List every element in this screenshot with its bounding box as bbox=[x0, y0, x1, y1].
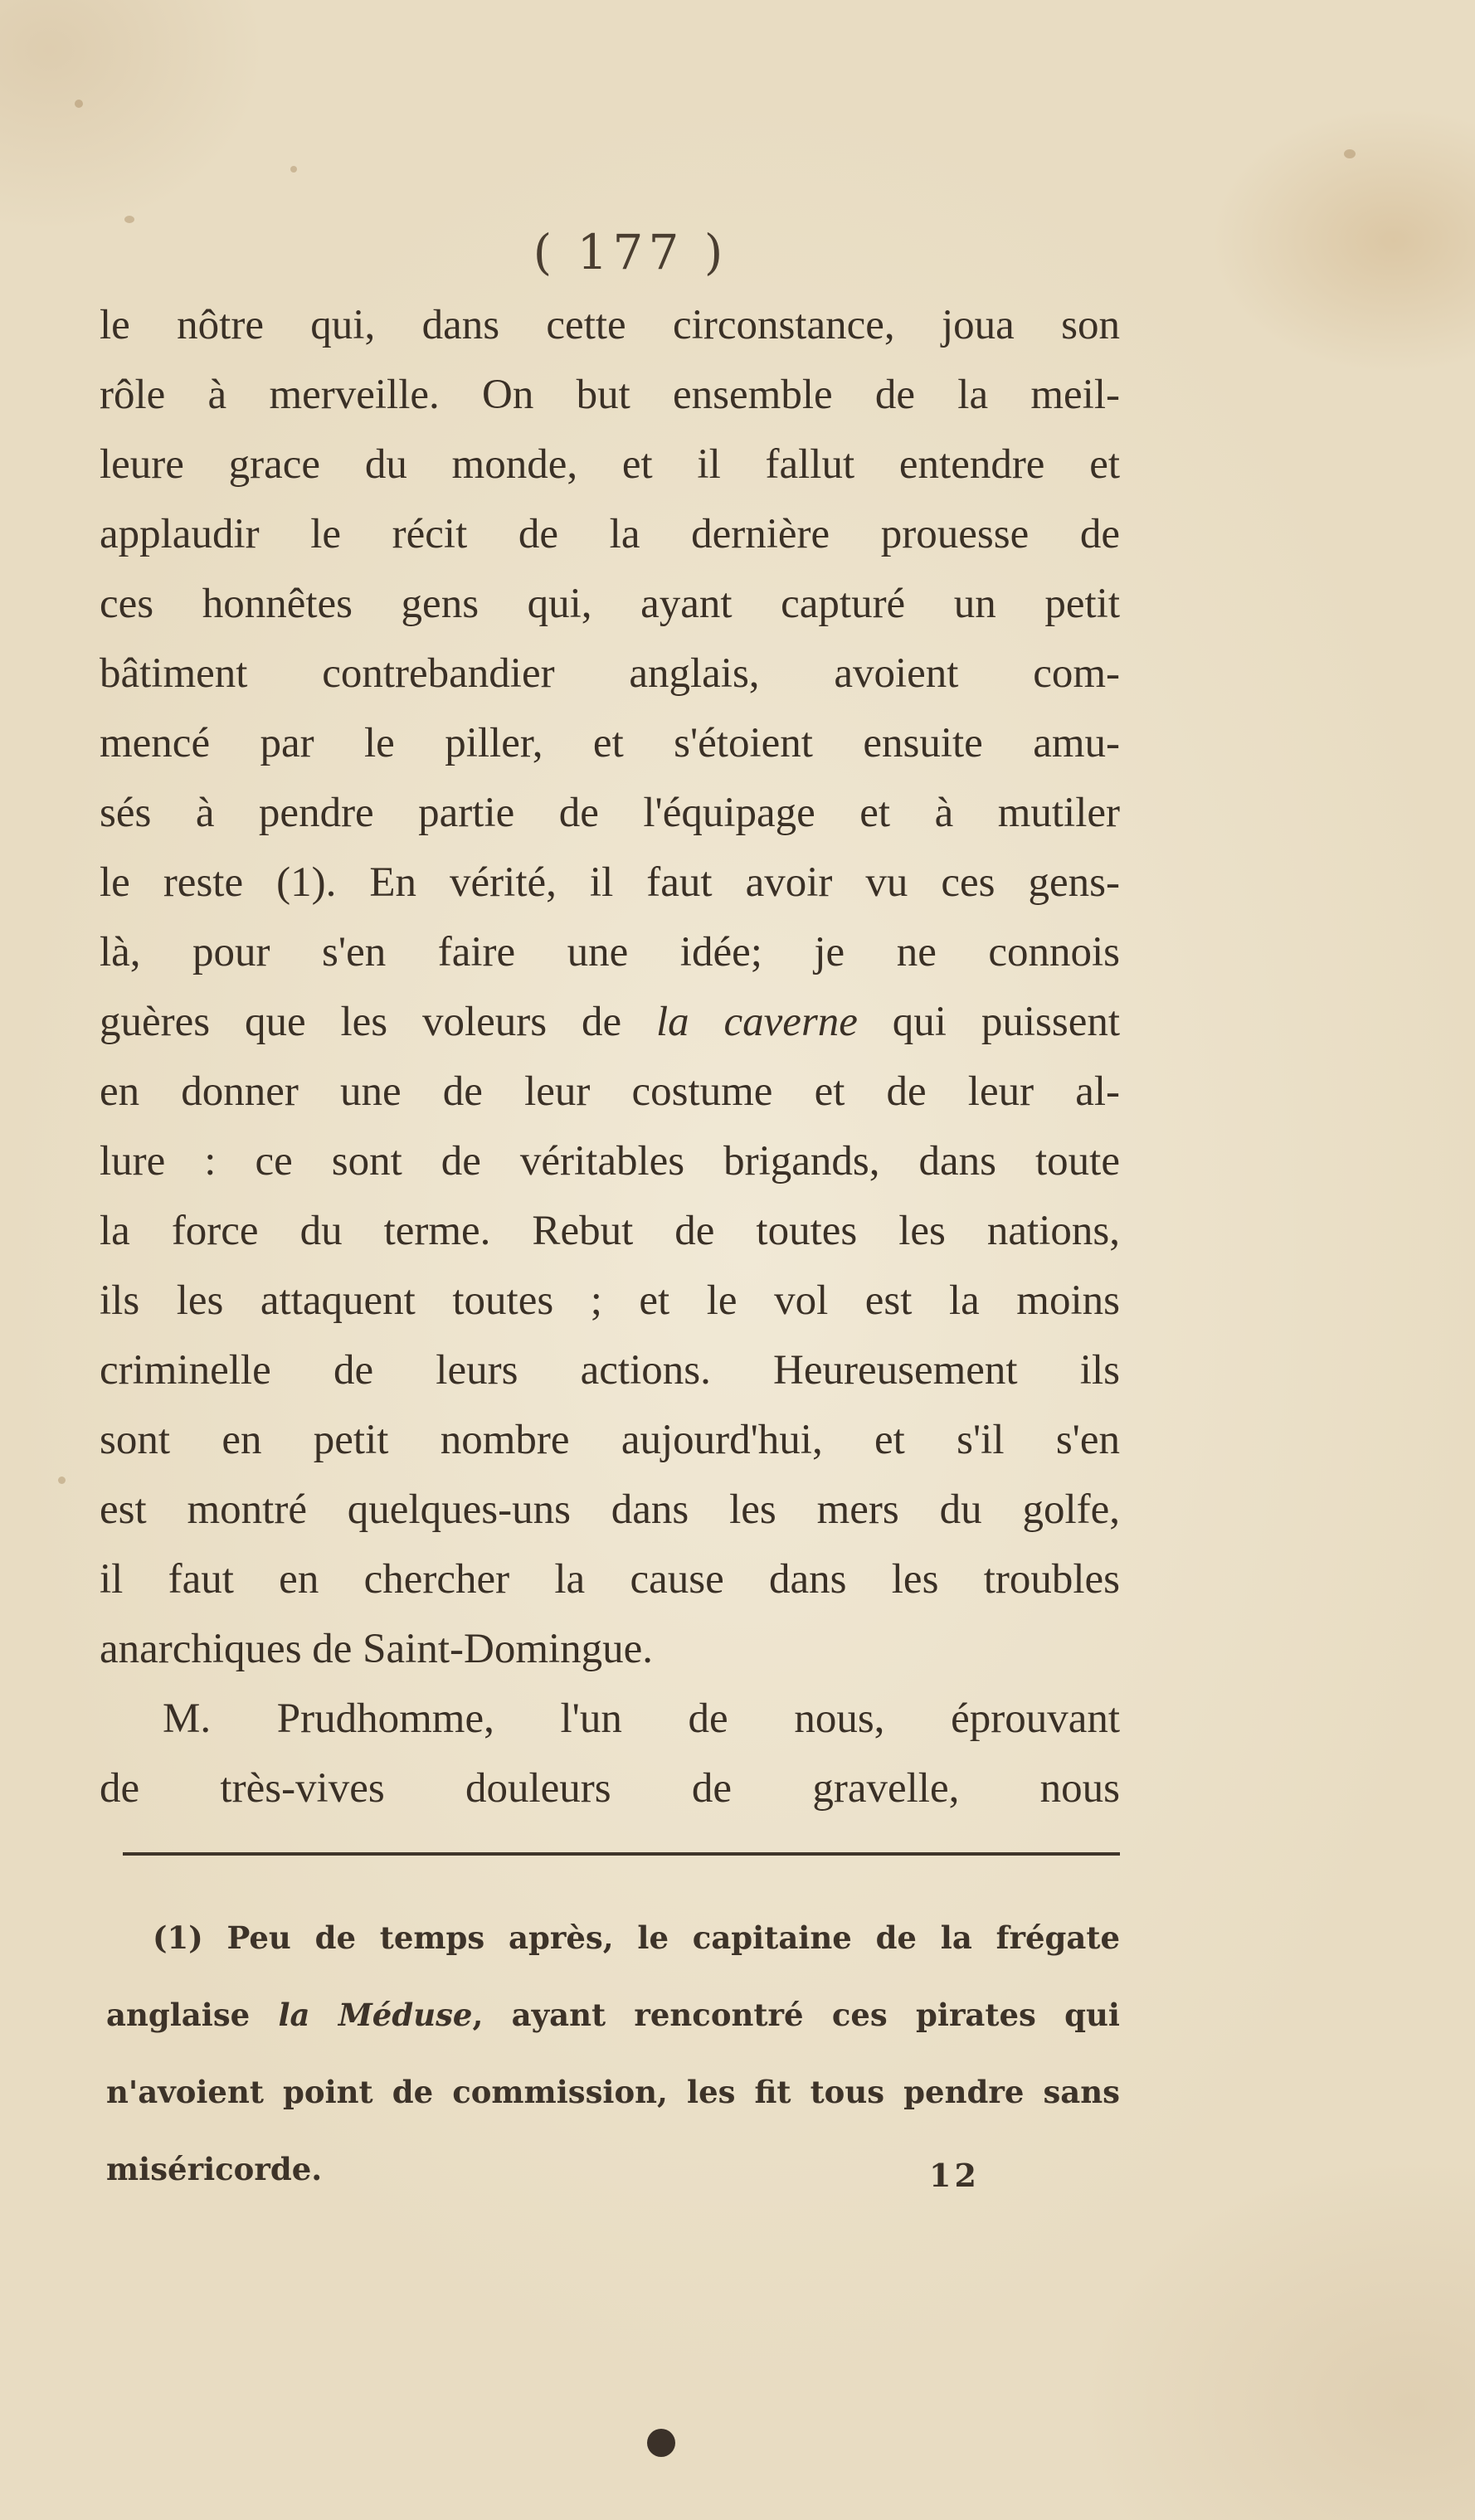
footnote-line bbox=[106, 1977, 1120, 2054]
text-line: le nôtre qui, dans cette circonstance, joua son bbox=[100, 302, 1120, 348]
text-line: ils les attaquent toutes ; et le vol est la moins bbox=[100, 1277, 1120, 1324]
footnote-line: miséricorde. bbox=[106, 2151, 323, 2187]
text-line: bâtiment contrebandier anglais, avoient com- bbox=[100, 650, 1120, 697]
text-line: là, pour s'en faire une idée; je ne connois bbox=[100, 929, 1120, 975]
page-number: ( 177 ) bbox=[533, 224, 728, 280]
footnote-rule bbox=[123, 1852, 1120, 1856]
foxing-spot bbox=[75, 100, 83, 108]
text-line: applaudir le récit de la dernière prouesse de bbox=[100, 511, 1120, 557]
ink-blot bbox=[647, 2429, 675, 2457]
text-line: leure grace du monde, et il fallut entendre et bbox=[100, 441, 1120, 488]
italic-ship-name: la Méduse bbox=[278, 1997, 473, 2033]
text-line: le reste (1). En vérité, il faut avoir vu ces gens- bbox=[100, 859, 1120, 906]
text-line: est montré quelques-uns dans les mers du golfe, bbox=[100, 1486, 1120, 1533]
italic-title: la caverne bbox=[656, 999, 858, 1045]
text-segment: qui puissent bbox=[857, 999, 1121, 1045]
footnote-line: n'avoient point de commission, les fit tous pendre sans bbox=[106, 2074, 1120, 2110]
text-line: lure : ce sont de véritables brigands, dans toute bbox=[100, 1138, 1120, 1185]
text-line: en donner une de leur costume et de leur al- bbox=[100, 1068, 1120, 1115]
signature-mark: 12 bbox=[929, 2157, 980, 2194]
text-segment: guères que les voleurs de bbox=[100, 999, 656, 1045]
text-line: criminelle de leurs actions. Heureusement ils bbox=[100, 1347, 1120, 1394]
text-line: anarchiques de Saint-Domingue. bbox=[100, 1626, 654, 1672]
text-line: rôle à merveille. On but ensemble de la meil- bbox=[100, 372, 1120, 418]
foxing-spot bbox=[124, 216, 134, 223]
text-line: ces honnêtes gens qui, ayant capturé un petit bbox=[100, 581, 1120, 627]
text-line: sont en petit nombre aujourd'hui, et s'il s'en bbox=[100, 1417, 1120, 1463]
text-line: sés à pendre partie de l'équipage et à mutiler bbox=[100, 790, 1120, 836]
text-line: il faut en chercher la cause dans les troubles bbox=[100, 1556, 1120, 1603]
foxing-spot bbox=[1344, 149, 1356, 158]
foxing-spot bbox=[290, 166, 297, 173]
body-text bbox=[100, 290, 1120, 1823]
text-line: mencé par le piller, et s'étoient ensuite amu- bbox=[100, 720, 1120, 766]
foxing-spot bbox=[58, 1476, 66, 1484]
text-line: la force du terme. Rebut de toutes les nations, bbox=[100, 1208, 1120, 1254]
footnote-line: (1) Peu de temps après, le capitaine de la frégate bbox=[153, 1919, 1120, 1956]
text-line: de très-vives douleurs de gravelle, nous bbox=[100, 1765, 1120, 1812]
text-segment: anglaise bbox=[106, 1997, 279, 2033]
text-line: M. Prudhomme, l'un de nous, éprouvant bbox=[163, 1695, 1120, 1742]
text-segment: , ayant rencontré ces pirates qui bbox=[472, 1997, 1120, 2033]
text-line bbox=[100, 987, 1120, 1057]
